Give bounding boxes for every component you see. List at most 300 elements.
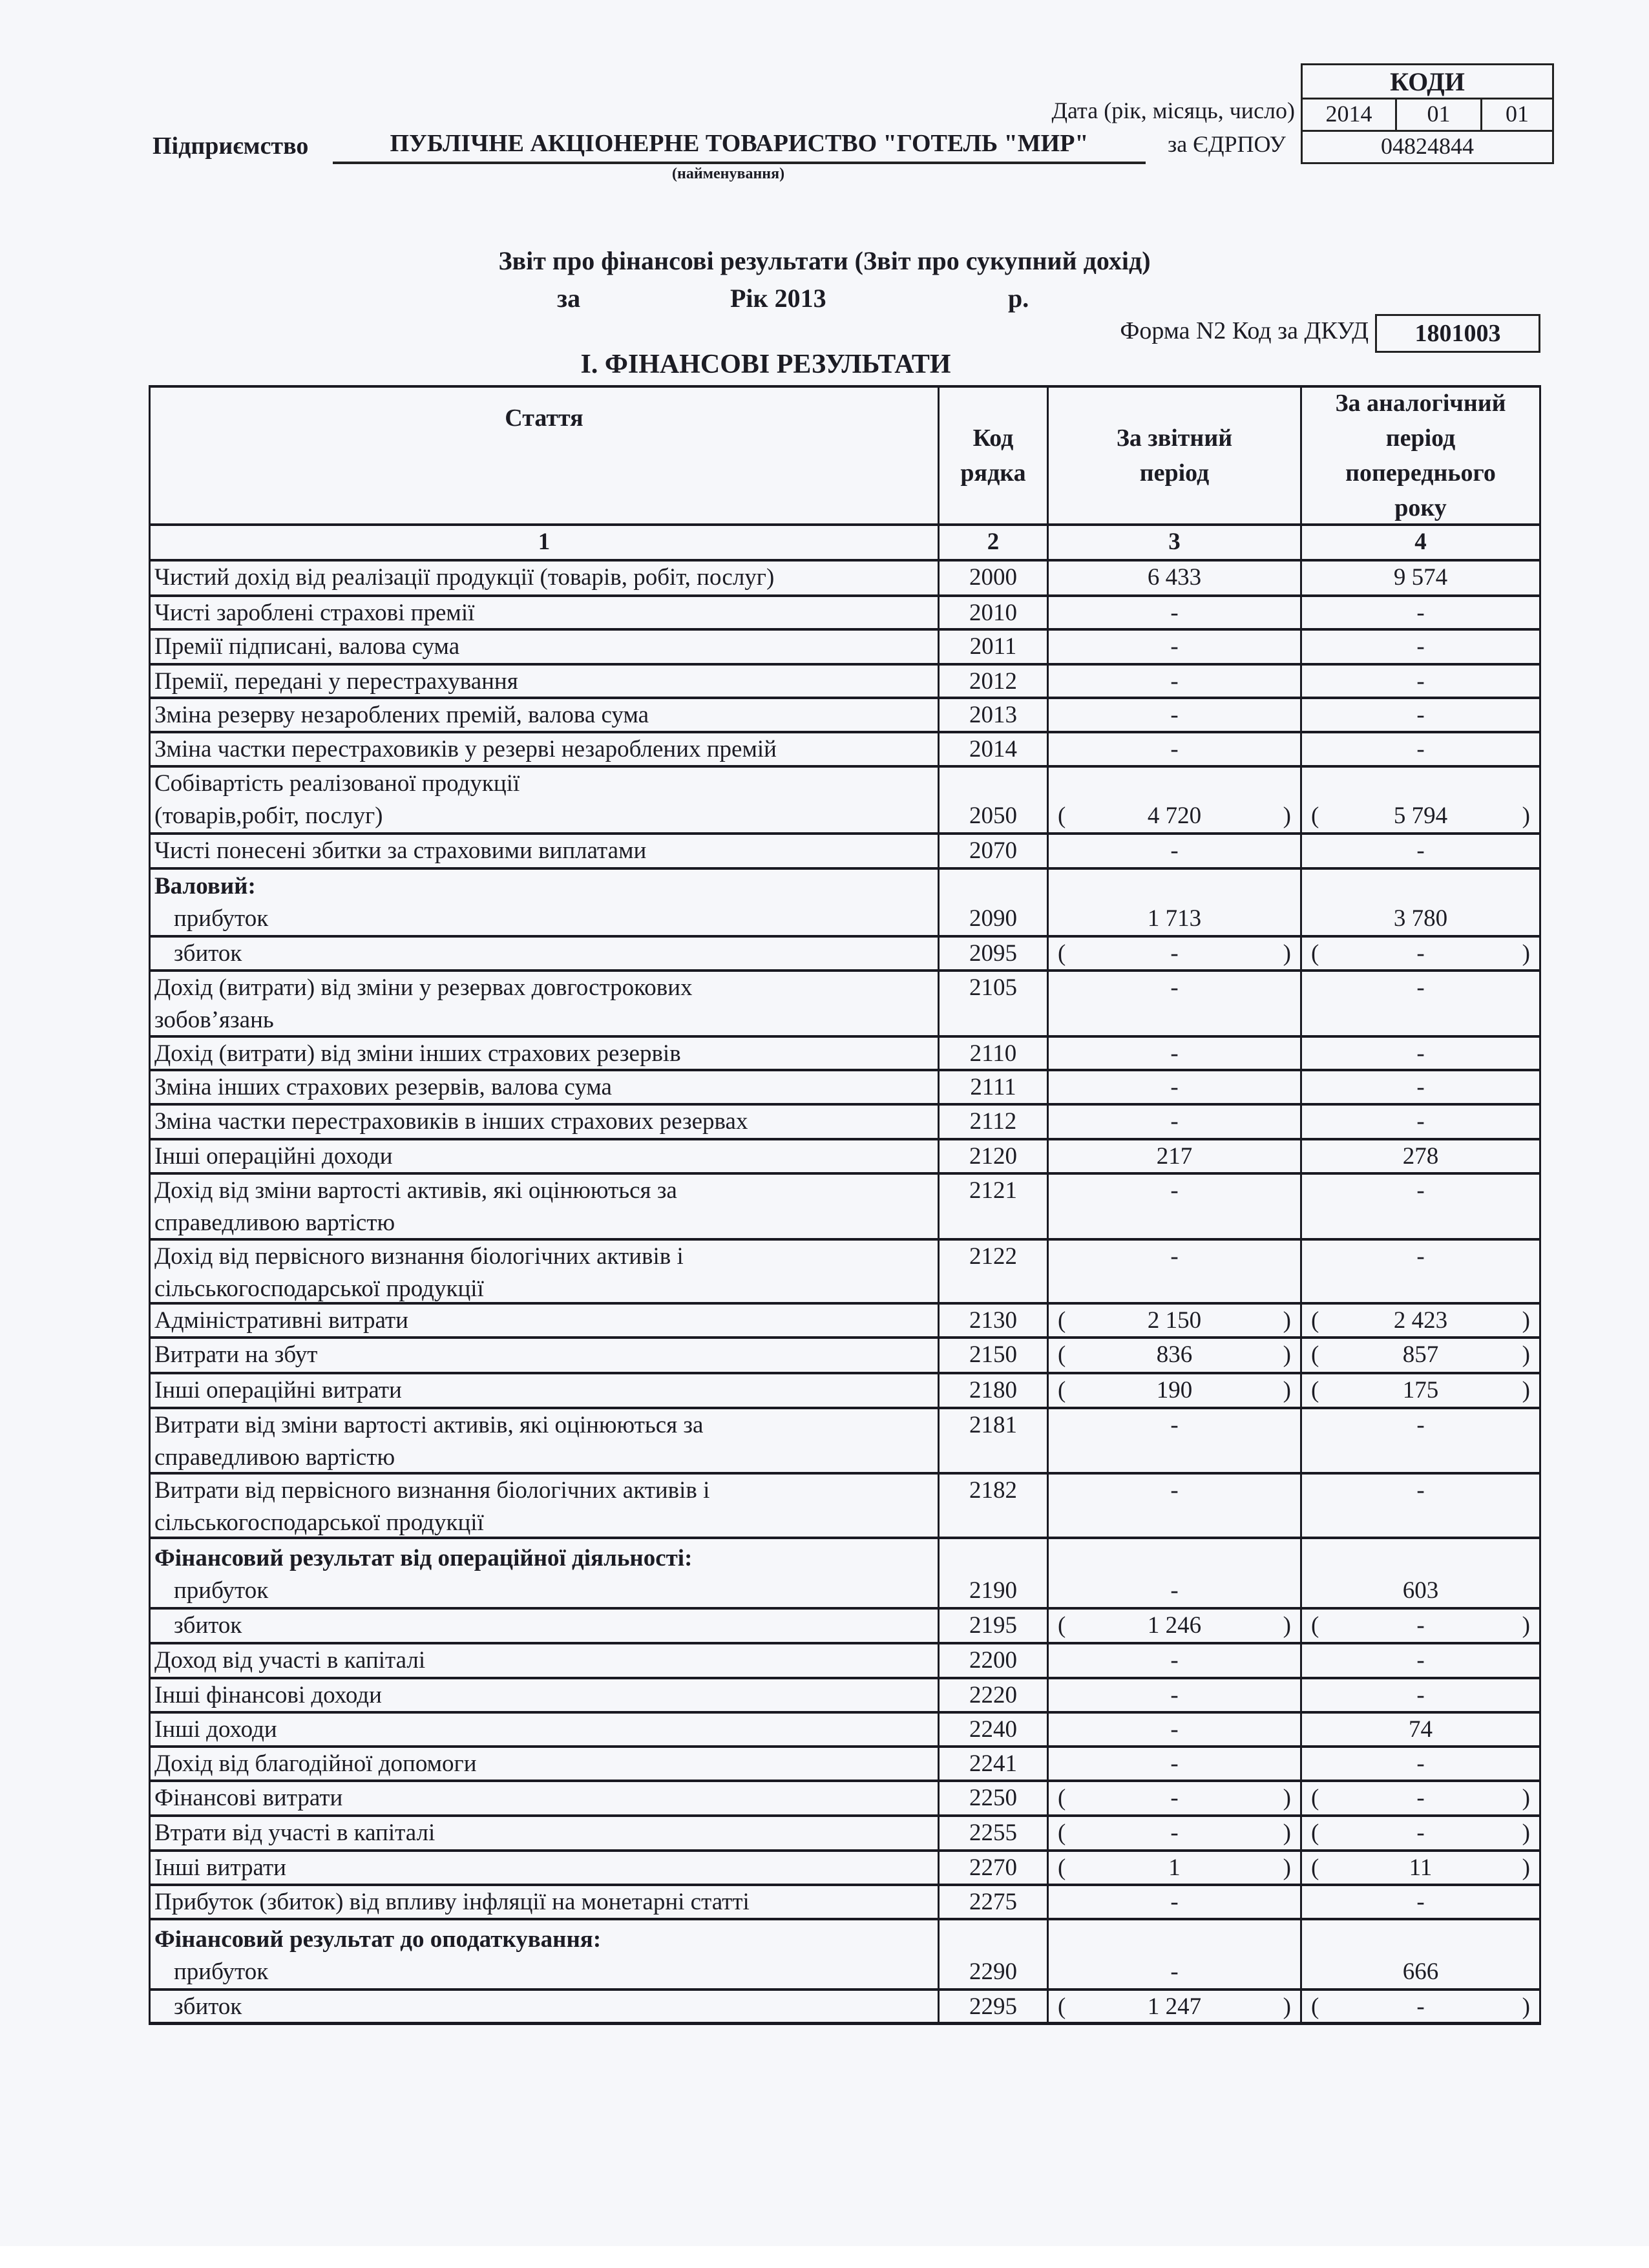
row-current-cell: [1047, 699, 1300, 731]
table-row: [151, 870, 1539, 938]
paren-close: ): [1522, 1377, 1530, 1403]
row-code: 2255: [969, 1820, 1017, 1846]
table-row: [151, 1782, 1539, 1817]
row-previous-cell: [1300, 1714, 1539, 1745]
paren-open: (: [1058, 1854, 1066, 1881]
row-previous-cell: [1300, 1106, 1539, 1138]
row-current-cell: [1047, 1175, 1300, 1238]
date-year: 2014: [1325, 101, 1372, 127]
row-group-label: Фінансовий результат до оподаткування:: [154, 1926, 602, 1953]
row-previous-cell: [1300, 1339, 1539, 1372]
header-previous: За аналогічний період попереднього року: [1300, 388, 1539, 523]
paren-close: ): [1283, 1377, 1291, 1403]
table-row: [151, 631, 1539, 666]
row-code-cell: [938, 1782, 1047, 1814]
row-article-cell: [151, 1106, 938, 1138]
row-previous-cell: [1300, 1920, 1539, 1988]
paren-close: ): [1283, 1820, 1291, 1846]
row-article-line1: Витрати від зміни вартості активів, які оцінюються за: [154, 1412, 704, 1438]
row-current-cell: [1047, 1886, 1300, 1918]
row-current-cell: [1047, 835, 1300, 867]
row-article: Інші доходи: [154, 1716, 277, 1743]
paren-open: (: [1058, 1341, 1066, 1368]
scan-margin: [0, 2246, 1649, 2268]
row-code: 2012: [969, 668, 1017, 695]
paren-open: (: [1058, 1785, 1066, 1811]
report-period: Рік 2013: [730, 284, 826, 313]
row-code: 2095: [969, 940, 1017, 967]
row-previous: -: [1416, 1412, 1425, 1438]
row-current: -: [1170, 837, 1179, 864]
row-code-cell: [938, 631, 1047, 663]
row-article: Зміна резерву незароблених премій, валова сума: [154, 702, 649, 728]
row-previous: 666: [1402, 1958, 1439, 1985]
row-article-line2: сільськогосподарської продукції: [154, 1509, 484, 1536]
table-row: [151, 1475, 1539, 1539]
row-current-cell: [1047, 1475, 1300, 1537]
table-row: [151, 1140, 1539, 1175]
row-current-cell: [1047, 597, 1300, 628]
row-previous-cell: [1300, 1852, 1539, 1884]
row-previous: -: [1416, 633, 1425, 660]
row-article: Втрати від участі в капіталі: [154, 1820, 436, 1846]
row-code-cell: [938, 1175, 1047, 1238]
row-current: -: [1170, 1177, 1179, 1204]
row-code-cell: [938, 1475, 1047, 1537]
row-code: 2130: [969, 1307, 1017, 1334]
row-code: 2180: [969, 1377, 1017, 1403]
row-code-cell: [938, 597, 1047, 628]
paren-open: (: [1058, 1820, 1066, 1846]
row-article-cell: [151, 562, 938, 594]
row-code-cell: [938, 1339, 1047, 1372]
row-article-cell: [151, 1991, 938, 2022]
row-previous-cell: [1300, 1038, 1539, 1069]
table-row: [151, 597, 1539, 631]
row-article-cell: [151, 1748, 938, 1780]
section-title: І. ФІНАНСОВІ РЕЗУЛЬТАТИ: [580, 350, 951, 379]
row-previous: -: [1416, 837, 1425, 864]
row-code-cell: [938, 1140, 1047, 1172]
row-previous-cell: [1300, 1475, 1539, 1537]
row-code: 2181: [969, 1412, 1017, 1438]
paren-close: ): [1522, 1820, 1530, 1846]
row-article-cell: [151, 1782, 938, 1814]
paren-close: ): [1522, 1341, 1530, 1368]
row-current-cell: [1047, 1679, 1300, 1711]
row-previous-cell: [1300, 1140, 1539, 1172]
row-previous: 74: [1409, 1716, 1433, 1743]
table-row: [151, 1991, 1539, 2025]
column-number-row: 1 2 3 4: [151, 526, 1539, 562]
row-code-cell: [938, 699, 1047, 731]
paren-open: (: [1058, 803, 1066, 829]
row-previous: 175: [1402, 1377, 1439, 1403]
row-previous-cell: [1300, 870, 1539, 935]
row-current-cell: [1047, 1374, 1300, 1407]
row-article: Чисті зароблені страхові премії: [154, 600, 475, 626]
row-previous-cell: [1300, 1886, 1539, 1918]
paren-close: ): [1283, 803, 1291, 829]
row-article-cell: [151, 1920, 938, 1988]
row-code: 2290: [969, 1958, 1017, 1985]
row-current: 836: [1156, 1341, 1193, 1368]
row-article: Інші операційні витрати: [154, 1377, 402, 1403]
paren-close: ): [1283, 1307, 1291, 1334]
row-previous: -: [1416, 1612, 1425, 1639]
table-row: [151, 1374, 1539, 1409]
row-previous-cell: [1300, 733, 1539, 765]
row-current-cell: [1047, 1991, 1300, 2022]
table-row: [151, 1339, 1539, 1374]
row-previous-cell: [1300, 1241, 1539, 1302]
row-article-cell: [151, 1305, 938, 1336]
table-row: [151, 1175, 1539, 1241]
row-article-cell: [151, 972, 938, 1035]
table-row: [151, 1817, 1539, 1852]
row-current: -: [1170, 1820, 1179, 1846]
paren-close: ): [1522, 1993, 1530, 2020]
row-code: 2295: [969, 1993, 1017, 2020]
row-previous-cell: [1300, 1782, 1539, 1814]
table-row: [151, 1679, 1539, 1714]
row-current-cell: [1047, 1241, 1300, 1302]
row-previous-cell: [1300, 1305, 1539, 1336]
row-current: 6 433: [1147, 564, 1202, 591]
row-previous: -: [1416, 1647, 1425, 1674]
row-current: 4 720: [1147, 803, 1202, 829]
row-previous-cell: [1300, 562, 1539, 594]
paren-close: ): [1522, 1785, 1530, 1811]
row-code: 2000: [969, 564, 1017, 591]
row-current-cell: [1047, 938, 1300, 969]
row-code-cell: [938, 972, 1047, 1035]
paren-open: (: [1058, 1612, 1066, 1639]
row-code: 2195: [969, 1612, 1017, 1639]
codes-box: [1301, 63, 1554, 164]
table-row: [151, 1241, 1539, 1305]
row-previous: -: [1416, 600, 1425, 626]
row-code: 2014: [969, 736, 1017, 762]
row-article-line1: Витрати від первісного визнання біологічних активів і: [154, 1477, 710, 1504]
row-code-cell: [938, 1817, 1047, 1849]
table-row: [151, 1748, 1539, 1782]
row-current-cell: [1047, 972, 1300, 1035]
row-previous: 11: [1409, 1854, 1433, 1881]
row-code: 2150: [969, 1341, 1017, 1368]
row-code: 2013: [969, 702, 1017, 728]
form-label: Форма N2 Код за ДКУД: [1120, 317, 1369, 344]
row-previous: 9 574: [1393, 564, 1448, 591]
period-suffix: р.: [1008, 284, 1029, 313]
row-article: Зміна інших страхових резервів, валова сума: [154, 1074, 612, 1100]
company-name: ПУБЛІЧНЕ АКЦІОНЕРНЕ ТОВАРИСТВО "ГОТЕЛЬ "МИР": [390, 130, 1089, 157]
row-current-cell: [1047, 631, 1300, 663]
paren-open: (: [1058, 1377, 1066, 1403]
table-header-row: [151, 388, 1539, 526]
row-current: -: [1170, 1108, 1179, 1135]
row-article: прибуток: [174, 1958, 269, 1985]
row-article-line2: (товарів,робіт, послуг): [154, 803, 383, 829]
row-article: Адміністративні витрати: [154, 1307, 408, 1334]
row-current: -: [1170, 1074, 1179, 1100]
row-code-cell: [938, 835, 1047, 867]
row-previous-cell: [1300, 1991, 1539, 2022]
row-article: Прибуток (збиток) від впливу інфляції на монетарні статті: [154, 1889, 750, 1915]
row-previous: -: [1416, 974, 1425, 1001]
row-previous: -: [1416, 1074, 1425, 1100]
table-row: [151, 1886, 1539, 1920]
row-article-cell: [151, 1644, 938, 1677]
row-current: -: [1170, 1682, 1179, 1708]
row-article-cell: [151, 870, 938, 935]
company-underline: [333, 162, 1146, 164]
row-code: 2011: [969, 633, 1017, 660]
company-caption: (найменування): [672, 165, 785, 182]
row-current: -: [1170, 1785, 1179, 1811]
table-row: [151, 1038, 1539, 1071]
table-row: [151, 1852, 1539, 1886]
row-current: -: [1170, 1750, 1179, 1777]
row-previous-cell: [1300, 1071, 1539, 1103]
paren-open: (: [1058, 940, 1066, 967]
row-previous-cell: [1300, 1374, 1539, 1407]
row-code-cell: [938, 1241, 1047, 1302]
row-previous-cell: [1300, 1409, 1539, 1472]
paren-open: (: [1311, 1993, 1319, 2020]
row-code-cell: [938, 1714, 1047, 1745]
row-article-cell: [151, 1679, 938, 1711]
row-previous: -: [1416, 1682, 1425, 1708]
paren-close: ): [1283, 940, 1291, 967]
row-current-cell: [1047, 1305, 1300, 1336]
table-row: [151, 1920, 1539, 1991]
row-article-cell: [151, 1886, 938, 1918]
row-article-cell: [151, 1539, 938, 1607]
row-code-cell: [938, 1038, 1047, 1069]
table-row: [151, 972, 1539, 1038]
row-code: 2190: [969, 1577, 1017, 1604]
row-article-line1: Дохід від первісного визнання біологічних активів і: [154, 1243, 684, 1270]
paren-close: ): [1522, 1307, 1530, 1334]
table-row: [151, 562, 1539, 597]
paren-open: (: [1311, 1377, 1319, 1403]
row-current: 1 246: [1147, 1612, 1202, 1639]
row-code-cell: [938, 1679, 1047, 1711]
row-code-cell: [938, 1748, 1047, 1780]
row-current: -: [1170, 940, 1179, 967]
edrpou-code: 04824844: [1381, 133, 1474, 159]
row-article: Витрати на збут: [154, 1341, 318, 1368]
period-prefix: за: [557, 284, 581, 313]
paren-close: ): [1283, 1341, 1291, 1368]
row-current-cell: [1047, 1610, 1300, 1642]
paren-close: ): [1283, 1993, 1291, 2020]
row-article-line2: справедливою вартістю: [154, 1210, 395, 1236]
row-previous-cell: [1300, 666, 1539, 697]
row-current-cell: [1047, 1140, 1300, 1172]
row-article: Зміна частки перестраховиків в інших страхових резервах: [154, 1108, 748, 1135]
row-current: 1 713: [1147, 905, 1202, 932]
row-article-line2: зобов’язань: [154, 1007, 274, 1033]
table-row: [151, 768, 1539, 835]
row-previous-cell: [1300, 768, 1539, 832]
row-current-cell: [1047, 1782, 1300, 1814]
row-current: -: [1170, 1647, 1179, 1674]
table-row: [151, 1071, 1539, 1106]
edrpou-label: за ЄДРПОУ: [1167, 131, 1286, 157]
row-article: Доход від участі в капіталі: [154, 1647, 426, 1674]
row-previous-cell: [1300, 1175, 1539, 1238]
row-code-cell: [938, 1852, 1047, 1884]
row-previous: 2 423: [1393, 1307, 1448, 1334]
financial-results-table: [149, 385, 1541, 2025]
row-current: -: [1170, 1243, 1179, 1270]
row-code-cell: [938, 666, 1047, 697]
row-code-cell: [938, 1886, 1047, 1918]
row-article: Дохід (витрати) від зміни інших страхових резервів: [154, 1040, 681, 1067]
row-previous: -: [1416, 1785, 1425, 1811]
row-current-cell: [1047, 1644, 1300, 1677]
row-current: -: [1170, 1577, 1179, 1604]
row-code-cell: [938, 1305, 1047, 1336]
row-code: 2112: [969, 1108, 1017, 1135]
row-code-cell: [938, 1106, 1047, 1138]
row-code: 2270: [969, 1854, 1017, 1881]
table-row: [151, 1409, 1539, 1475]
row-current-cell: [1047, 733, 1300, 765]
row-code: 2200: [969, 1647, 1017, 1674]
row-article-cell: [151, 1817, 938, 1849]
row-previous: 5 794: [1393, 803, 1448, 829]
row-current-cell: [1047, 1339, 1300, 1372]
paren-close: ): [1283, 1854, 1291, 1881]
row-code: 2121: [969, 1177, 1017, 1204]
row-current: -: [1170, 1477, 1179, 1504]
row-previous: -: [1416, 668, 1425, 695]
paren-open: (: [1311, 1785, 1319, 1811]
row-article: Премії підписані, валова сума: [154, 633, 460, 660]
codes-title: КОДИ: [1390, 67, 1465, 96]
row-current: -: [1170, 1958, 1179, 1985]
row-previous: -: [1416, 1177, 1425, 1204]
paren-close: ): [1283, 1785, 1291, 1811]
paren-open: (: [1311, 1341, 1319, 1368]
date-month: 01: [1395, 98, 1480, 130]
row-code-cell: [938, 1644, 1047, 1677]
row-article: Інші фінансові доходи: [154, 1682, 382, 1708]
row-previous: -: [1416, 1993, 1425, 2020]
table-row: [151, 699, 1539, 733]
row-previous-cell: [1300, 631, 1539, 663]
row-article-line1: Собівартість реалізованої продукції: [154, 770, 520, 797]
paren-open: (: [1311, 1820, 1319, 1846]
row-code-cell: [938, 768, 1047, 832]
row-current: 190: [1156, 1377, 1193, 1403]
row-current: -: [1170, 668, 1179, 695]
row-article-cell: [151, 1339, 938, 1372]
row-previous-cell: [1300, 699, 1539, 731]
row-article-cell: [151, 1241, 938, 1302]
row-code-cell: [938, 733, 1047, 765]
row-article-line1: Дохід від зміни вартості активів, які оцінюються за: [154, 1177, 677, 1204]
row-code-cell: [938, 870, 1047, 935]
row-article-cell: [151, 733, 938, 765]
row-previous: -: [1416, 1040, 1425, 1067]
table-row: [151, 1714, 1539, 1748]
row-previous: -: [1416, 1243, 1425, 1270]
row-current: -: [1170, 702, 1179, 728]
row-article-line1: Дохід (витрати) від зміни у резервах довгострокових: [154, 974, 693, 1001]
row-code-cell: [938, 1539, 1047, 1607]
row-code: 2050: [969, 803, 1017, 829]
row-current-cell: [1047, 1852, 1300, 1884]
row-current-cell: [1047, 666, 1300, 697]
table-row: [151, 1106, 1539, 1140]
row-previous: -: [1416, 1820, 1425, 1846]
row-current-cell: [1047, 1714, 1300, 1745]
row-group-label: Фінансовий результат від операційної діяльності:: [154, 1545, 693, 1571]
header-current: За звітний період: [1047, 388, 1300, 523]
row-current-cell: [1047, 1539, 1300, 1607]
header-article: Стаття: [505, 404, 583, 432]
row-previous: 857: [1402, 1341, 1439, 1368]
paren-open: (: [1311, 1854, 1319, 1881]
row-previous: -: [1416, 940, 1425, 967]
paren-close: ): [1522, 1612, 1530, 1639]
row-current-cell: [1047, 1920, 1300, 1988]
row-article-cell: [151, 1374, 938, 1407]
row-article-line2: справедливою вартістю: [154, 1444, 395, 1471]
row-current: -: [1170, 736, 1179, 762]
row-code-cell: [938, 1071, 1047, 1103]
row-article: Дохід від благодійної допомоги: [154, 1750, 477, 1777]
row-previous-cell: [1300, 597, 1539, 628]
row-previous-cell: [1300, 1748, 1539, 1780]
row-current: -: [1170, 1889, 1179, 1915]
row-article-cell: [151, 768, 938, 832]
paren-open: (: [1311, 940, 1319, 967]
paren-close: ): [1522, 803, 1530, 829]
table-row: [151, 835, 1539, 870]
paren-open: (: [1058, 1993, 1066, 2020]
row-current-cell: [1047, 768, 1300, 832]
row-article-cell: [151, 1475, 938, 1537]
paren-open: (: [1311, 1612, 1319, 1639]
row-previous: 3 780: [1393, 905, 1448, 932]
paren-open: (: [1311, 1307, 1319, 1334]
row-code-cell: [938, 1920, 1047, 1988]
row-current: -: [1170, 600, 1179, 626]
row-code: 2090: [969, 905, 1017, 932]
row-previous: -: [1416, 1477, 1425, 1504]
row-current: 1: [1168, 1854, 1181, 1881]
row-code: 2122: [969, 1243, 1017, 1270]
row-code: 2120: [969, 1143, 1017, 1170]
row-article: Чистий дохід від реалізації продукції (товарів, робіт, послуг): [154, 564, 775, 591]
row-article-cell: [151, 938, 938, 969]
paren-open: (: [1058, 1307, 1066, 1334]
row-code: 2010: [969, 600, 1017, 626]
row-current: 2 150: [1147, 1307, 1202, 1334]
row-article: прибуток: [174, 905, 269, 932]
table-row: [151, 733, 1539, 768]
row-current-cell: [1047, 1071, 1300, 1103]
table-row: [151, 666, 1539, 699]
row-article: Чисті понесені збитки за страховими виплатами: [154, 837, 647, 864]
row-current: -: [1170, 1040, 1179, 1067]
row-previous-cell: [1300, 1679, 1539, 1711]
